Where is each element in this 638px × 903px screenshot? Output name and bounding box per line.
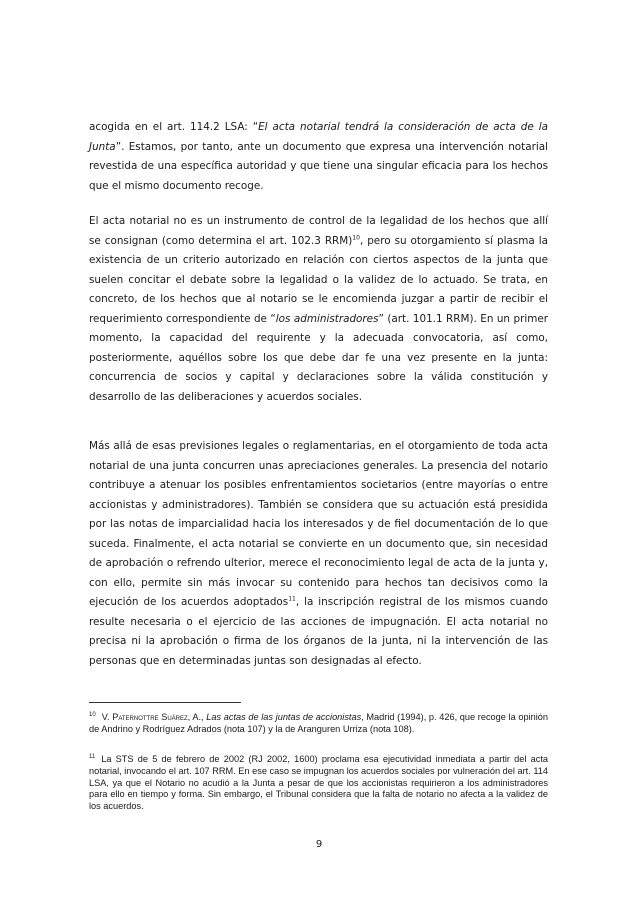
- footnote-separator: [89, 702, 241, 703]
- footnote-11-text: La STS de 5 de febrero de 2002 (RJ 2002, 1600) proclama esa ejecutividad inmediata a partir del acta notarial, invocando el art. 107 RRM. En ese caso se impugnan los acuerdos sociales por vulneración del art. 114 LSA, ya que el Notario no acudió a la Junta a pesar de que los accionistas requirieron a los administradores para ello en tiempo y forma. Sin embargo, el Tribunal considera que la falta de notario no afecta a la validez de los acuerdos.: [89, 754, 548, 812]
- paragraph-2-text-a: El acta notarial no es un instrumento de control de la legalidad de los hechos que allí se consignan (como determina el art. 102.3 RRM): [89, 215, 548, 247]
- paragraph-2-quote: los administradores: [275, 312, 379, 325]
- footnote-10-text-c: , Madrid (1994), p. 426, que recoge la opinión de Andrino y Rodríguez Adrados (nota 107) y la de Aranguren Urriza (nota 108).: [89, 712, 548, 734]
- page-number: 9: [315, 839, 323, 850]
- footnote-10-text-a: V.: [101, 712, 113, 722]
- paragraph-3: [89, 437, 548, 671]
- footnote-11-number: 11: [89, 753, 96, 760]
- footnote-ref-11[interactable]: 11: [288, 595, 296, 603]
- footnote-10-number: 10: [89, 711, 96, 718]
- paragraph-2: [89, 212, 548, 407]
- footnote-11: [89, 754, 548, 813]
- footnote-10-text-b: , A.,: [187, 712, 207, 722]
- paragraph-1: [89, 118, 548, 196]
- paragraph-3-text-b: , la inscripción registral de los mismos cuando resulte necesaria o el ejercicio de las acciones de impugnación. El acta notarial no precisa ni la aprobación o firma de los órganos de la junta, ni la intervención de las personas que en determinadas juntas son designadas al efecto.: [89, 596, 549, 667]
- footnote-10: [89, 712, 548, 736]
- footnote-10-title: Las actas de las juntas de accionistas: [206, 712, 362, 722]
- paragraph-1-text-b: ”. Estamos, por tanto, ante un documento que expresa una intervención notarial revestida de una específica autoridad y que tiene una singular eficacia para los hechos que el mismo documento recoge.: [89, 140, 548, 192]
- footnote-10-author: Paternottre Suárez: [112, 712, 188, 722]
- paragraph-3-text-a: Más allá de esas previsiones legales o reglamentarias, en el otorgamiento de toda acta notarial de una junta concurren unas apreciaciones generales. La presencia del notario contribuye a atenuar los posibles enfrentamientos societarios (entre mayorías o entre accionistas y administradores). También se considera que su actuación está presidida por las notas de imparcialidad hacia los interesados y de fiel documentación de lo que suceda. Finalmente, el acta notarial se convierte en un documento que, sin necesidad de aprobación o refrendo ulterior, merece el reconocimiento legal de acta de la junta y, con ello, permite sin más invocar su contenido para hechos tan decisivos como la ejecución de los acuerdos adoptados: [89, 440, 548, 608]
- paragraph-1-text-a: acogida en el art. 114.2 LSA: “: [89, 121, 259, 133]
- paragraph-2-text-c: ” (art. 101.1 RRM). En un primer momento, la capacidad del requirente y la adecuada convocatoria, así como, posteriormente, aquéllos sobre los que debe dar fe una vez presente en la junta: concurrencia de socios y capital y declaraciones sobre la válida constitución y desarrollo de las deliberaciones y acuerdos sociales.: [89, 312, 549, 403]
- paragraph-2-text-b: , pero su otorgamiento sí plasma la existencia de un criterio autorizado en relación con ciertos aspectos de la junta que suelen concitar el debate sobre la legalidad o la validez de lo actuado. Se trata, en concreto, de los hechos que al notario se le encomienda juzgar a partir de recibir el requerimiento correspondiente de “: [89, 234, 549, 325]
- paragraph-1-quote: El acta notarial tendrá la consideración de acta de la Junta: [89, 121, 549, 153]
- footnote-ref-10[interactable]: 10: [352, 234, 360, 242]
